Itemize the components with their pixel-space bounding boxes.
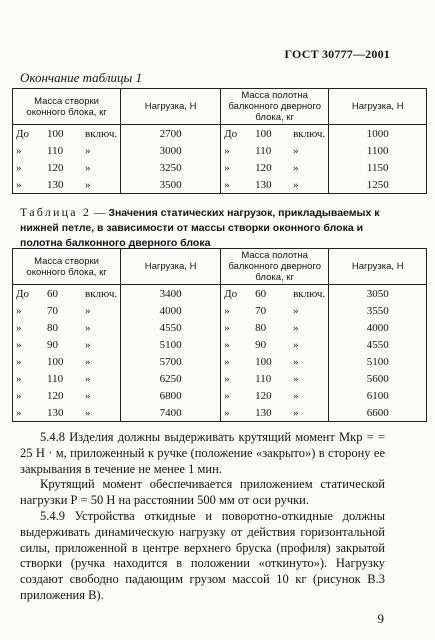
door-mass-value: 130: [255, 178, 272, 191]
table2-header-door-mass: Масса полотна балконного дверного блока, кг: [221, 249, 329, 285]
window-mass-unit: включ.: [85, 287, 118, 300]
table2-caption-title: Значения статических нагрузок, прикладываемых к нижней петле, в зависимости от массы створки оконного блока и полотна балконного дверного блока: [20, 207, 380, 249]
load1-cell: 4550: [121, 319, 221, 336]
prefix: »: [224, 338, 230, 351]
door-mass-unit: »: [293, 144, 299, 157]
table-row: [13, 142, 427, 159]
load1-cell: 6800: [121, 387, 221, 404]
table1-header-window-mass: Масса створки оконного блока, кг: [13, 89, 121, 125]
prefix: До: [224, 127, 238, 140]
load1-cell: 3000: [121, 142, 221, 159]
prefix: »: [224, 389, 230, 402]
window-mass-unit: »: [85, 406, 91, 419]
window-mass-cell: [13, 370, 121, 387]
window-mass-cell: [13, 319, 121, 336]
door-mass-value: 80: [255, 321, 267, 334]
table-row: [13, 159, 427, 176]
prefix: »: [224, 372, 230, 385]
prefix: »: [16, 178, 22, 191]
load2-cell: 5600: [329, 370, 427, 387]
window-mass-cell: [13, 285, 121, 303]
window-mass-unit: »: [85, 178, 91, 191]
door-mass-value: 70: [255, 304, 267, 317]
load1-cell: 5700: [121, 353, 221, 370]
window-mass-value: 100: [47, 127, 64, 140]
window-mass-unit: »: [85, 355, 91, 368]
door-mass-value: 110: [255, 144, 272, 157]
window-mass-cell: [13, 176, 121, 194]
load1-cell: 4000: [121, 302, 221, 319]
door-mass-cell: [221, 336, 329, 353]
load2-cell: 4550: [329, 336, 427, 353]
table-row: [13, 370, 427, 387]
load1-cell: 7400: [121, 404, 221, 422]
load1-cell: 3250: [121, 159, 221, 176]
door-mass-cell: [221, 387, 329, 404]
load2-cell: 1250: [329, 176, 427, 194]
window-mass-cell: [13, 336, 121, 353]
window-mass-cell: [13, 353, 121, 370]
window-mass-value: 110: [47, 144, 64, 157]
window-mass-unit: »: [85, 321, 91, 334]
prefix: »: [224, 355, 230, 368]
table1-header-load1: Нагрузка, Н: [121, 89, 221, 125]
window-mass-unit: »: [85, 144, 91, 157]
paragraph-torque: Крутящий момент обеспечивается приложением статической нагрузки Р = 50 Н на расстоянии 500 мм от оси ручки.: [20, 477, 385, 508]
window-mass-unit: »: [85, 161, 91, 174]
table-row: [13, 336, 427, 353]
table2: [12, 248, 427, 422]
table-row: [13, 125, 427, 143]
load2-cell: 1100: [329, 142, 427, 159]
door-mass-value: 130: [255, 406, 272, 419]
door-mass-unit: »: [293, 338, 299, 351]
window-mass-cell: [13, 142, 121, 159]
prefix: »: [16, 389, 22, 402]
table-row: [13, 302, 427, 319]
door-mass-unit: »: [293, 355, 299, 368]
table2-header-row: [13, 249, 427, 285]
door-mass-unit: »: [293, 304, 299, 317]
table-row: [13, 353, 427, 370]
prefix: »: [224, 304, 230, 317]
window-mass-value: 70: [47, 304, 58, 317]
load1-cell: 6250: [121, 370, 221, 387]
prefix: »: [16, 304, 22, 317]
door-mass-value: 60: [255, 287, 267, 300]
body-text: [20, 430, 385, 604]
window-mass-unit: »: [85, 304, 91, 317]
door-mass-cell: [221, 353, 329, 370]
table1: [12, 88, 427, 194]
load1-cell: 5100: [121, 336, 221, 353]
door-mass-unit: »: [293, 389, 299, 402]
door-mass-value: 100: [255, 355, 272, 368]
window-mass-value: 130: [47, 178, 64, 191]
prefix: До: [224, 287, 238, 300]
window-mass-cell: [13, 387, 121, 404]
window-mass-cell: [13, 302, 121, 319]
door-mass-cell: [221, 125, 329, 143]
door-mass-value: 120: [255, 389, 272, 402]
page-number: 9: [377, 611, 384, 626]
prefix: »: [224, 321, 230, 334]
prefix: До: [16, 127, 30, 140]
table2-caption-dash: —: [91, 207, 109, 219]
prefix: »: [16, 406, 22, 419]
load2-cell: 6100: [329, 387, 427, 404]
door-mass-cell: [221, 142, 329, 159]
window-mass-cell: [13, 404, 121, 422]
load2-cell: 1000: [329, 125, 427, 143]
door-mass-cell: [221, 285, 329, 303]
table2-caption: [20, 205, 388, 251]
table2-header-window-mass: Масса створки оконного блока, кг: [13, 249, 121, 285]
window-mass-unit: »: [85, 389, 91, 402]
door-mass-unit: »: [293, 161, 299, 174]
window-mass-cell: [13, 125, 121, 143]
prefix: »: [16, 372, 22, 385]
door-mass-cell: [221, 404, 329, 422]
window-mass-cell: [13, 159, 121, 176]
door-mass-value: 120: [255, 161, 272, 174]
window-mass-unit: »: [85, 372, 91, 385]
window-mass-value: 100: [47, 355, 64, 368]
table-row: [13, 319, 427, 336]
table1-header-row: [13, 89, 427, 125]
door-mass-unit: »: [293, 372, 299, 385]
table2-header-load2: Нагрузка, Н: [329, 249, 427, 285]
paragraph-5-4-8: 5.4.8 Изделия должны выдерживать крутящий момент Мкр = = 25 Н · м, приложенный к ручке (положение «закрыто») в сторону ее закрывания в течение не менее 1 мин.: [20, 430, 385, 476]
prefix: »: [224, 178, 230, 191]
door-mass-unit: »: [293, 178, 299, 191]
door-mass-unit: включ.: [293, 127, 326, 140]
load2-cell: 4000: [329, 319, 427, 336]
table2-header-load1: Нагрузка, Н: [121, 249, 221, 285]
door-mass-cell: [221, 370, 329, 387]
prefix: »: [224, 406, 230, 419]
prefix: »: [224, 144, 230, 157]
table1-header-load2: Нагрузка, Н: [329, 89, 427, 125]
window-mass-value: 110: [47, 372, 64, 385]
door-mass-value: 100: [255, 127, 272, 140]
table1-header-door-mass: Масса полотна балконного дверного блока, кг: [221, 89, 329, 125]
table-row: [13, 387, 427, 404]
door-mass-cell: [221, 302, 329, 319]
door-mass-cell: [221, 176, 329, 194]
document-header: ГОСТ 30777—2001: [284, 47, 390, 61]
window-mass-value: 120: [47, 389, 64, 402]
table-row: [13, 176, 427, 194]
prefix: »: [224, 161, 230, 174]
prefix: »: [16, 161, 22, 174]
prefix: »: [16, 355, 22, 368]
door-mass-unit: »: [293, 321, 299, 334]
window-mass-value: 120: [47, 161, 64, 174]
window-mass-value: 130: [47, 406, 64, 419]
load2-cell: 5100: [329, 353, 427, 370]
door-mass-unit: »: [293, 406, 299, 419]
door-mass-value: 90: [255, 338, 267, 351]
window-mass-value: 80: [47, 321, 58, 334]
table-row: [13, 404, 427, 422]
door-mass-cell: [221, 319, 329, 336]
door-mass-unit: включ.: [293, 287, 326, 300]
load1-cell: 2700: [121, 125, 221, 143]
window-mass-value: 60: [47, 287, 58, 300]
load2-cell: 6600: [329, 404, 427, 422]
window-mass-value: 90: [47, 338, 58, 351]
prefix: До: [16, 287, 30, 300]
window-mass-unit: »: [85, 338, 91, 351]
table2-caption-label: Таблица 2: [20, 205, 92, 219]
paragraph-5-4-9: 5.4.9 Устройства откидные и поворотно-откидные должны выдерживать динамическую нагрузку от действия горизонтальной силы, приложенной в центре верхнего бруска (профиля) закрытой створки (ручка находится в положении «откинуто»). Нагрузку создают свободно падающим грузом массой 10 кг (рисунок В.3 приложения В).: [20, 508, 385, 602]
load1-cell: 3500: [121, 176, 221, 194]
prefix: »: [16, 338, 22, 351]
door-mass-value: 110: [255, 372, 272, 385]
load1-cell: 3400: [121, 285, 221, 303]
load2-cell: 3050: [329, 285, 427, 303]
door-mass-cell: [221, 159, 329, 176]
prefix: »: [16, 321, 22, 334]
window-mass-unit: включ.: [85, 127, 118, 140]
table1-caption: Окончание таблицы 1: [20, 70, 143, 85]
load2-cell: 3550: [329, 302, 427, 319]
prefix: »: [16, 144, 22, 157]
load2-cell: 1150: [329, 159, 427, 176]
table-row: [13, 285, 427, 303]
